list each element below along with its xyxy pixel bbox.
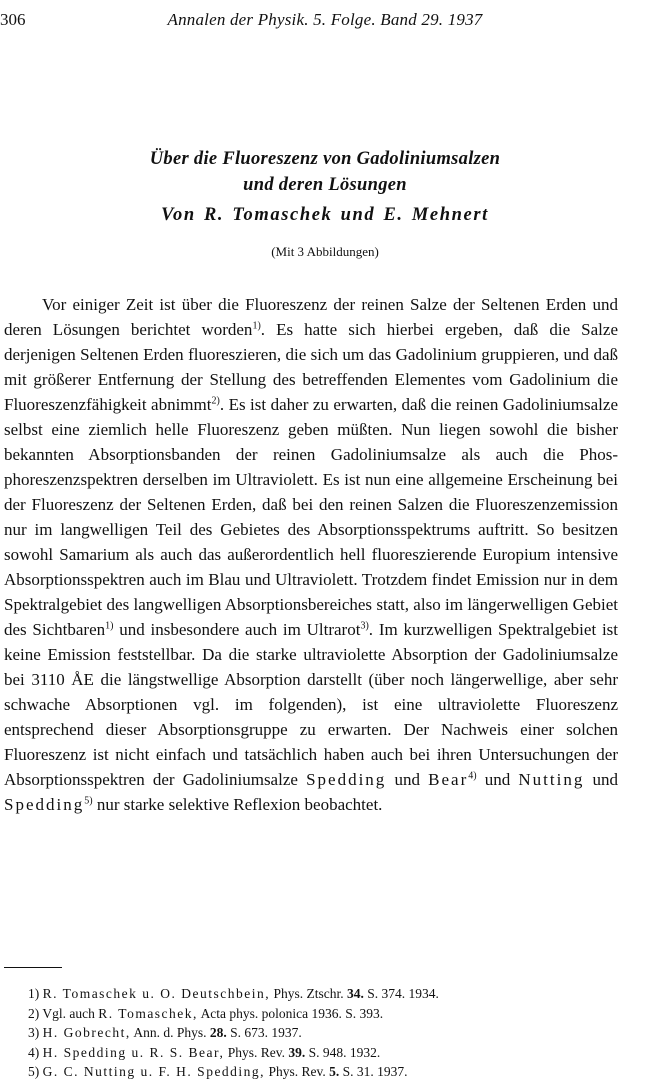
footnote-authors: H. Spedding u. R. S. Bear, bbox=[42, 1044, 225, 1060]
footnote-ref: 1) bbox=[105, 620, 114, 632]
footnote-5 bbox=[28, 1062, 628, 1082]
footnote-pages: S. 31. 1937. bbox=[342, 1064, 408, 1079]
footnote-pages: S. 948. 1932. bbox=[308, 1044, 381, 1060]
footnote-4 bbox=[28, 1043, 628, 1063]
footnote-volume: 34. bbox=[347, 986, 364, 1001]
footnote-3 bbox=[28, 1023, 628, 1043]
title-line-2: und deren Lösungen bbox=[243, 175, 407, 195]
footnote-marker: 1) bbox=[28, 986, 40, 1001]
body-text-segment: und bbox=[476, 770, 519, 789]
journal-citation: Annalen der Physik. 5. Folge. Band 29. 1937 bbox=[167, 10, 483, 29]
footnote-authors: G. C. Nutting u. F. H. Spedding, bbox=[42, 1064, 266, 1079]
footnote-divider bbox=[4, 967, 62, 968]
footnote-journal: Phys. Rev. bbox=[268, 1064, 326, 1079]
article-title bbox=[0, 146, 650, 198]
footnote-authors: R. Tomaschek u. O. Deutschbein, bbox=[42, 986, 271, 1001]
cited-author-name: Nutting bbox=[518, 770, 585, 789]
footnote-volume: 5. bbox=[329, 1064, 340, 1079]
cited-author-name: Spedding bbox=[4, 795, 85, 814]
footnote-pages: S. 374. 1934. bbox=[367, 986, 439, 1001]
body-text-segment: . Es ist daher zu erwarten, daß die reinen Gadoliniumsalze selbst eine ziemlich helle Fluoreszenz geben müßten. Nun liegen sowohl die bisher bekannten Absorptionsbanden der reinen Gadoliniumsalze als auch die Phosphoreszenzspektren derselben im Ultraviolett. Es ist nun eine allgemeine Erscheinung bei der Fluoreszenz der Seltenen Erden, daß bei den reinen Salzen die Fluoreszenzemission nur im langwelligen Teil des Gebietes des Absorptionsspektrums auftritt. So besitzen sowohl Samarium als auch das außerordentlich hell fluoreszierende Europium intensive Absorptionsspektren auch im Blau und Ultraviolett. Trotzdem findet Emission nur in dem Spektralgebiet des langwelligen Absorptionsbereiches statt, also im längerwelligen Gebiet des Sichtbaren bbox=[4, 395, 618, 639]
footnote-journal: Phys. Rev. bbox=[227, 1044, 285, 1060]
footnote-2 bbox=[28, 1004, 628, 1024]
footnote-ref: 3) bbox=[360, 620, 369, 632]
footnote-ref: 1) bbox=[252, 320, 261, 332]
footnote-marker: 4) bbox=[28, 1044, 40, 1060]
body-paragraph bbox=[4, 292, 618, 817]
footnote-ref: 2) bbox=[211, 395, 220, 407]
footnote-1 bbox=[28, 984, 628, 1004]
footnote-pages: S. 393. bbox=[345, 1005, 384, 1021]
page-number: 306 bbox=[0, 10, 26, 29]
running-header bbox=[0, 10, 650, 34]
figures-note: (Mit 3 Abbildungen) bbox=[271, 244, 379, 259]
article-authors: Von R. Tomaschek und E. Mehnert bbox=[161, 205, 489, 225]
body-text-segment: und bbox=[584, 770, 619, 789]
footnote-marker: 2) bbox=[28, 1005, 40, 1021]
footnote-volume: 39. bbox=[288, 1044, 306, 1060]
footnote-journal: Ann. d. Phys. bbox=[133, 1025, 207, 1040]
footnote-marker: 5) bbox=[28, 1064, 40, 1079]
body-text-segment: nur starke selektive Reflexion beobachtet. bbox=[92, 795, 383, 814]
body-text-segment: und insbesondere auch im Ultrarot bbox=[113, 620, 361, 639]
footnote-pages: S. 673. 1937. bbox=[230, 1025, 302, 1040]
body-text-segment: und bbox=[386, 770, 429, 789]
cited-author-name: Spedding bbox=[306, 770, 387, 789]
body-text-segment: . Es hatte sich hierbei ergeben, daß die Salze derjenigen Seltenen Erden fluoreszieren, die sich um das Gadolinium gruppieren, und daß mit größerer Entfernung der Stellung des betreffenden Elementes vom Gadolinium die Fluoreszenzfähigkeit abnimmt bbox=[4, 320, 618, 414]
body-text-segment: . Im kurzwelligen Spektralgebiet ist keine Emission feststellbar. Da die starke ultraviolette Absorption der Gadoliniumsalze bei 3110 ÅE die längstwellige Absorption darstellt (über noch längerwellige, aber sehr schwache Absorptionen vgl. im folgenden), ist eine ultraviolette Fluoreszenz entsprechend dieser Absorptionsgruppe zu erwarten. Der Nachweis einer solchen Fluoreszenz ist nicht einfach und tatsächlich haben auch bei ihren Untersuchungen der Absorptionsspektren der Gadoliniumsalze bbox=[4, 620, 619, 789]
footnote-journal: Phys. Ztschr. bbox=[273, 986, 344, 1001]
footnote-authors: H. Gobrecht, bbox=[42, 1025, 131, 1040]
footnote-ref: 4) bbox=[468, 770, 477, 782]
footnote-prefix: Vgl. auch bbox=[42, 1005, 95, 1021]
footnote-marker: 3) bbox=[28, 1025, 40, 1040]
body-text-segment: Vor einiger Zeit ist über die Fluoreszenz der reinen Salze der Seltenen Erden und deren Lösungen berichtet worden bbox=[4, 295, 618, 339]
footnotes bbox=[28, 984, 628, 1082]
footnote-volume: 28. bbox=[209, 1025, 227, 1040]
cited-author-name: Bear bbox=[428, 770, 469, 789]
footnote-authors: R. Tomaschek, bbox=[98, 1005, 198, 1021]
footnote-journal: Acta phys. polonica 1936. bbox=[200, 1005, 342, 1021]
title-line-1: Über die Fluoreszenz von Gadoliniumsalzen bbox=[149, 149, 501, 169]
footnote-ref: 5) bbox=[84, 795, 93, 807]
